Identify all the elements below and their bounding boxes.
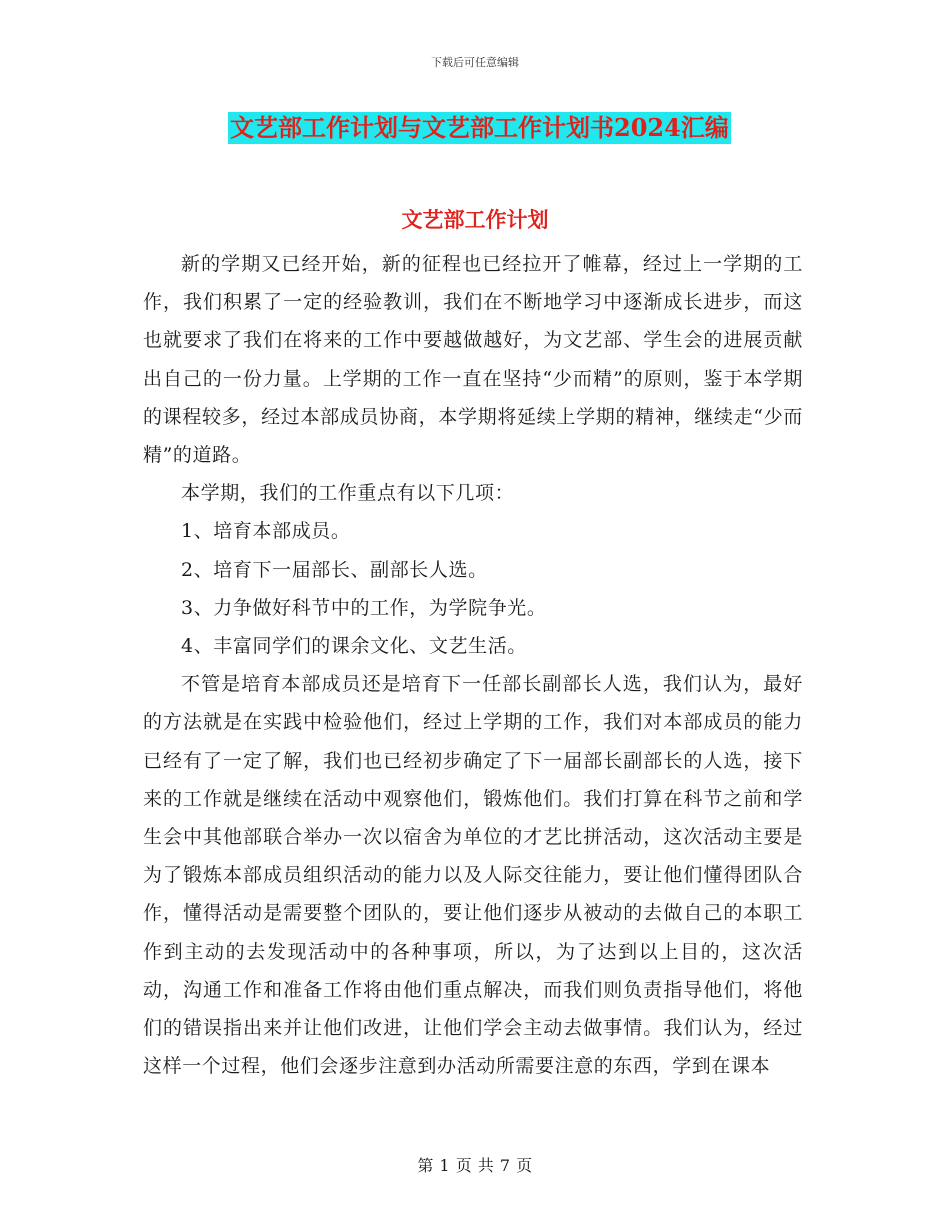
document-title: 文艺部工作计划与文艺部工作计划书2024汇编	[230, 113, 729, 142]
section-title: 文艺部工作计划	[401, 207, 549, 232]
page-footer: 第 1 页 共 7 页	[417, 1156, 533, 1175]
list-item: 4、丰富同学们的课余文化、文艺生活。	[181, 635, 527, 658]
page-header-note: 下载后可任意编辑	[431, 56, 519, 69]
closing-paragraph: 不管是培育本部成员还是培育下一任部长副部长人选，我们认为，最好的方法就是在实践中检验他们，经过上学期的工作，我们对本部成员的能力已经有了一定了解，我们也已经初步确定了下一届部长副部长的人选，接下来的工作就是继续在活动中观察他们，锻炼他们。我们打算在科节之前和学生会中其他部联合举办一次以宿舍为单位的才艺比拼活动，这次活动主要是为了锻炼本部成员组织活动的能力以及人际交往能力，要让他们懂得团队合作，懂得活动是需要整个团队的，要让他们逐步从被动的去做自己的本职工作到主动的去发现活动中的各种事项，所以，为了达到以上目的，这次活动，沟通工作和准备工作将由他们重点解决，而我们则负责指导他们，将他们的错误指出来并让他们改进，让他们学会主动去做事情。我们认为，经过这样一个过程，他们会逐步注意到办活动所需要注意的东西，学到在课本	[143, 673, 803, 1078]
list-item: 1、培育本部成员。	[181, 520, 351, 543]
list-item: 2、培育下一届部长、副部长人选。	[181, 558, 488, 581]
intro-paragraph: 新的学期又已经开始，新的征程也已经拉开了帷幕，经过上一学期的工作，我们积累了一定的经验教训，我们在不断地学习中逐渐成长进步，而这也就要求了我们在将来的工作中要越做越好，为文艺部、学生会的进展贡献出自己的一份力量。上学期的工作一直在坚持“少而精”的原则，鉴于本学期的课程较多，经过本部成员协商，本学期将延续上学期的精神，继续走“少而精”的道路。	[143, 253, 803, 467]
list-item: 3、力争做好科节中的工作，为学院争光。	[181, 596, 547, 619]
focus-intro-paragraph: 本学期，我们的工作重点有以下几项：	[181, 482, 515, 505]
document-body	[143, 245, 803, 1085]
